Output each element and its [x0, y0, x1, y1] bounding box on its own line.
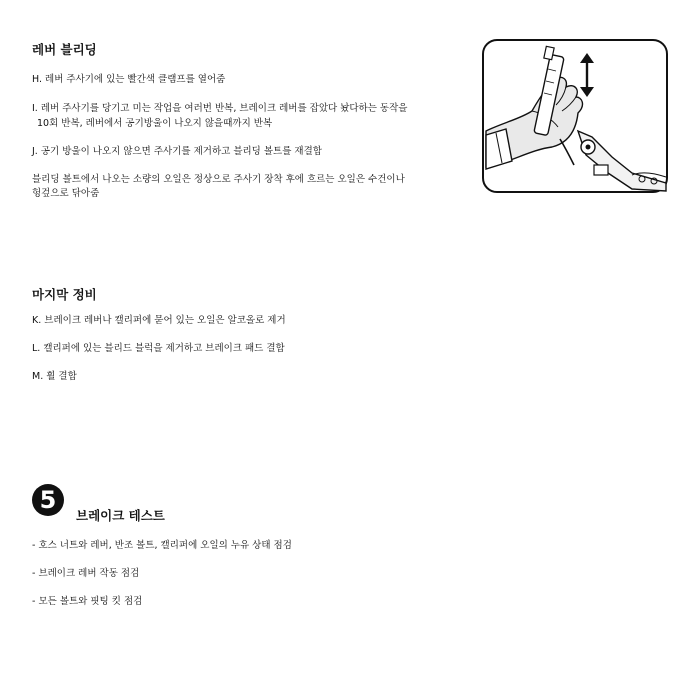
section-title-lever-bleeding: 레버 블리딩	[32, 42, 97, 57]
check-item-hose: - 호스 너트와 레버, 반조 볼트, 캘리퍼에 오일의 누유 상태 점검	[32, 540, 292, 551]
syringe-bleeding-icon	[482, 39, 668, 193]
section-title-brake-test: 브레이크 테스트	[76, 508, 165, 523]
note-line2: 헝겊으로 닦아줌	[32, 188, 100, 199]
step-j: J. 공기 방울이 나오지 않으면 주사기를 제거하고 블리딩 볼트를 재결합	[32, 146, 322, 157]
step-h: H. 레버 주사기에 있는 빨간색 클램프를 열어줌	[32, 74, 226, 85]
step-number-badge: 5	[32, 484, 64, 516]
step-l: L. 캘리퍼에 있는 블리드 블럭을 제거하고 브레이크 패드 결합	[32, 343, 285, 354]
step-k: K. 브레이크 레버나 캘리퍼에 묻어 있는 오일은 알코올로 제거	[32, 315, 286, 326]
check-item-lever: - 브레이크 레버 작동 점검	[32, 568, 140, 579]
section-title-finishing: 마지막 정비	[32, 287, 97, 302]
note-line1: 블리딩 볼트에서 나오는 소량의 오일은 정상으로 주사기 장착 후에 흐르는 오일은 수건이나	[32, 174, 405, 185]
step-i-line1: I. 레버 주사기를 당기고 미는 작업을 여러번 반복, 브레이크 레버를 잡았다 놨다하는 동작을	[32, 103, 408, 114]
step-m: M. 휠 결합	[32, 371, 77, 382]
step-i-line2: 10회 반복, 레버에서 공기방울이 나오지 않을때까지 반복	[37, 118, 273, 129]
check-item-bolts: - 모든 볼트와 핏팅 킷 점검	[32, 596, 143, 607]
